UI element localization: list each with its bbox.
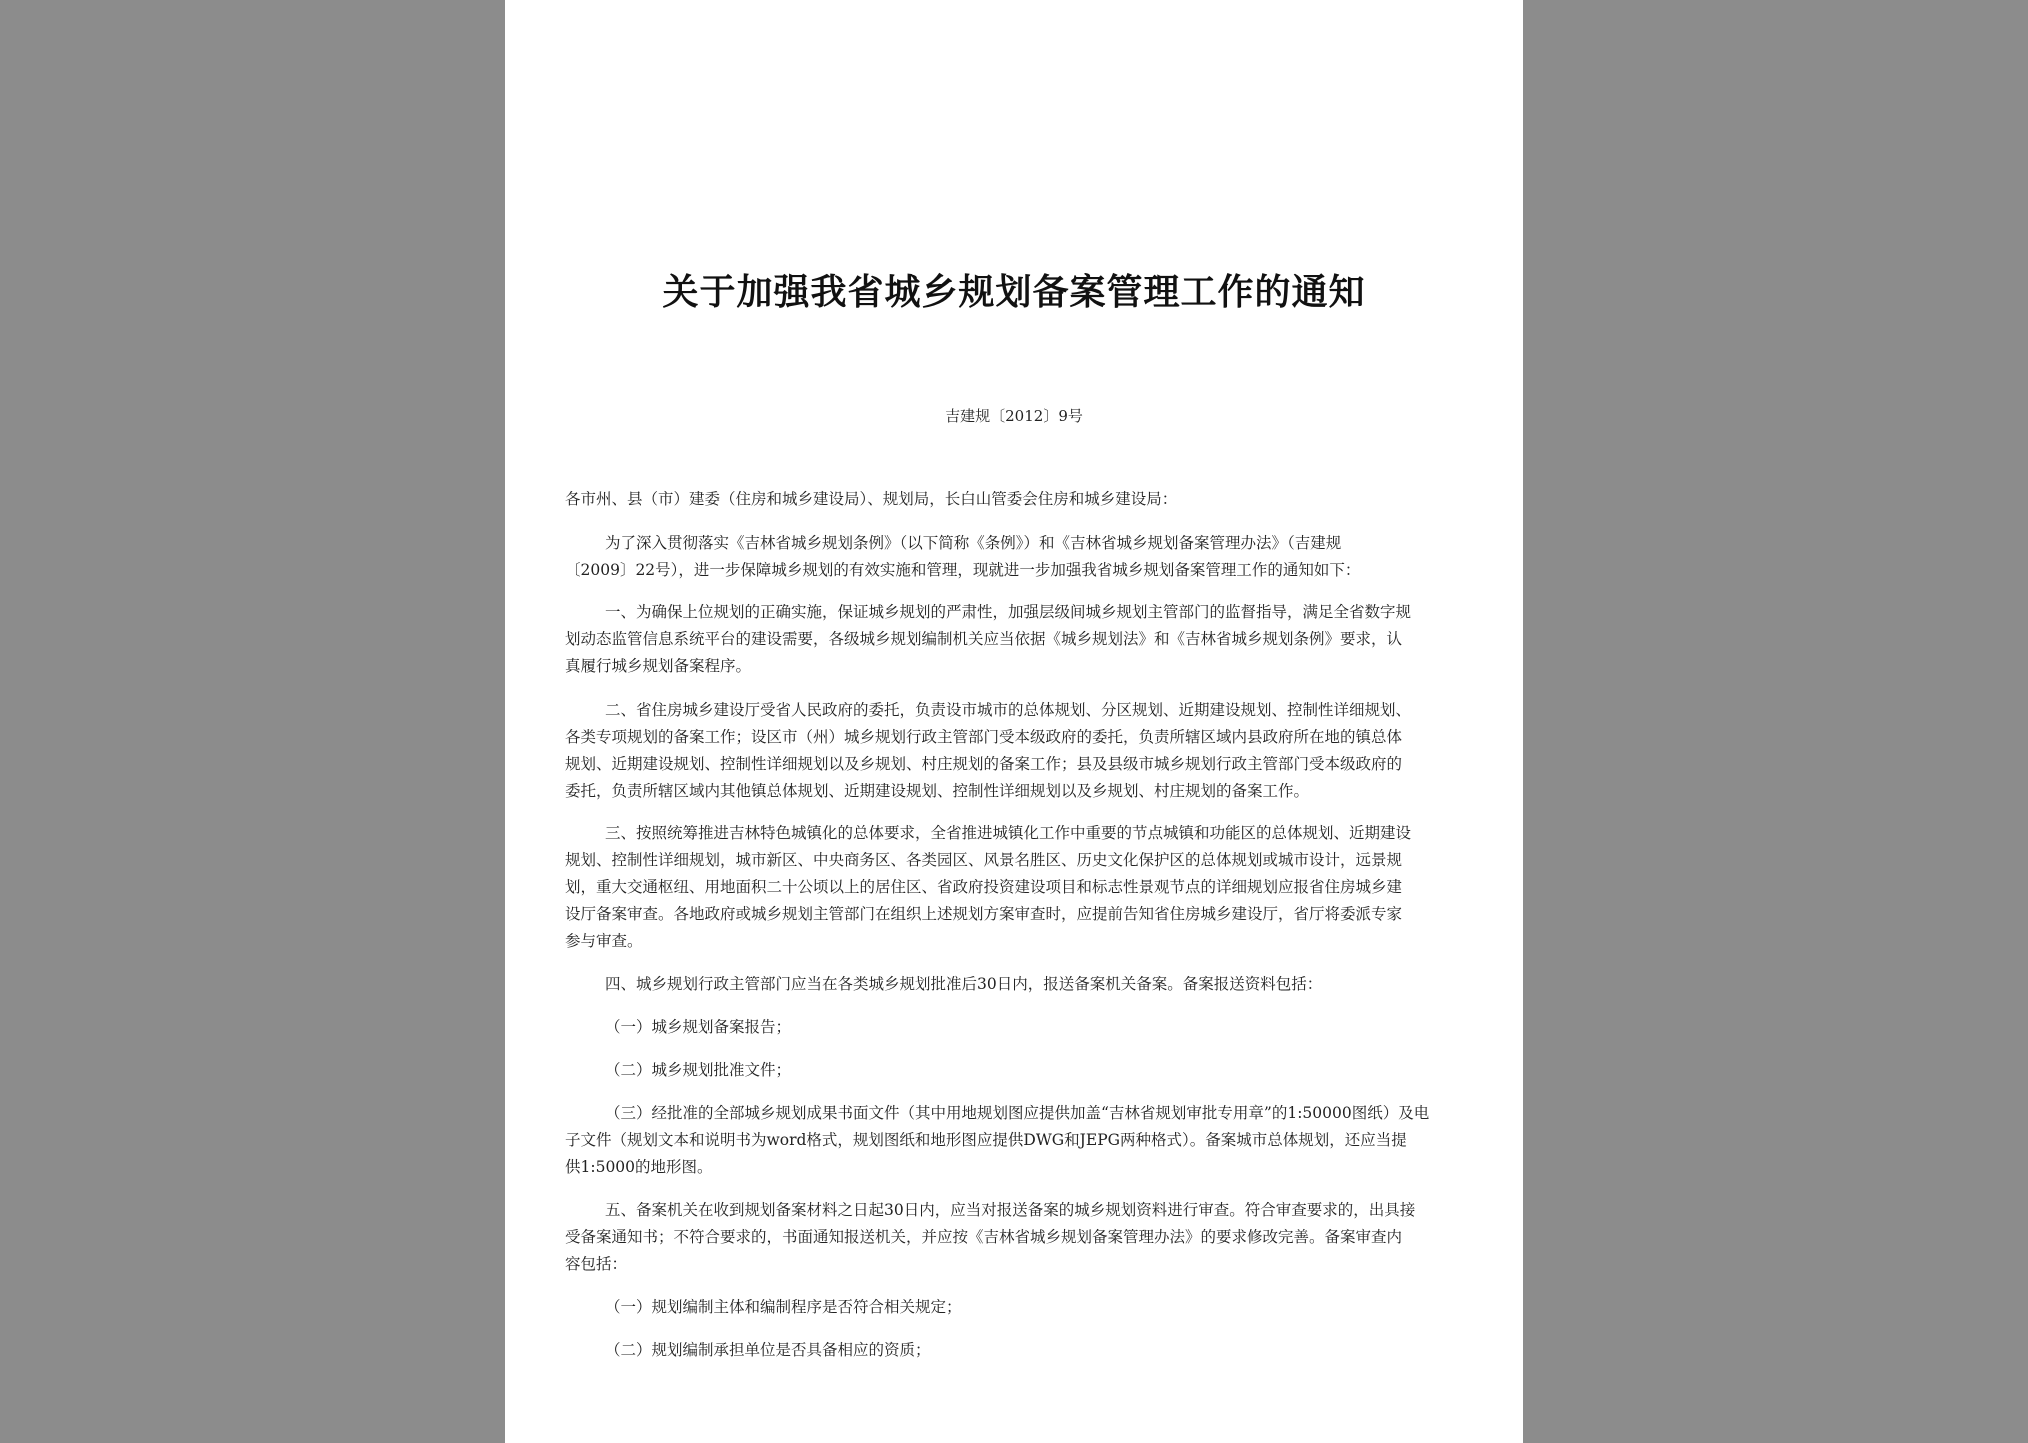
body-line: 容包括： <box>565 1255 628 1273</box>
body-line: 参与审查。 <box>565 932 643 950</box>
body-line: 划，重大交通枢纽、用地面积二十公顷以上的居住区、省政府投资建设项目和标志性景观节点的详细规划应报省住房城乡建 <box>565 878 1403 896</box>
body-line: 受备案通知书；不符合要求的，书面通知报送机关，并应按《吉林省城乡规划备案管理办法》的要求修改完善。备案审查内 <box>565 1228 1403 1246</box>
body-line: 设厅备案审查。各地政府或城乡规划主管部门在组织上述规划方案审查时，应提前告知省住房城乡建设厅，省厅将委派专家 <box>565 905 1403 923</box>
document-title: 关于加强我省城乡规划备案管理工作的通知 <box>662 271 1366 313</box>
addressee-line: 各市州、县（市）建委（住房和城乡建设局）、规划局，长白山管委会住房和城乡建设局： <box>565 490 1178 508</box>
body-line: 供1:5000的地形图。 <box>565 1158 713 1176</box>
body-line: 为了深入贯彻落实《吉林省城乡规划条例》（以下简称《条例》）和《吉林省城乡规划备案管理办法》（吉建规 <box>605 534 1342 552</box>
body-line: 规划、近期建设规划、控制性详细规划以及乡规划、村庄规划的备案工作；县及县级市城乡规划行政主管部门受本级政府的 <box>565 755 1403 773</box>
body-line: 划动态监管信息系统平台的建设需要，各级城乡规划编制机关应当依据《城乡规划法》和《吉林省城乡规划条例》要求，认 <box>565 630 1403 648</box>
list-item: （二）规划编制承担单位是否具备相应的资质； <box>605 1341 931 1359</box>
body-line: 五、备案机关在收到规划备案材料之日起30日内，应当对报送备案的城乡规划资料进行审查。符合审查要求的，出具接 <box>605 1201 1416 1219</box>
body-line: 一、为确保上位规划的正确实施，保证城乡规划的严肃性，加强层级间城乡规划主管部门的监督指导，满足全省数字规 <box>605 603 1412 621</box>
document-page <box>505 0 1523 1443</box>
body-line: 四、城乡规划行政主管部门应当在各类城乡规划批准后30日内，报送备案机关备案。备案报送资料包括： <box>605 975 1323 993</box>
list-item: （一）规划编制主体和编制程序是否符合相关规定； <box>605 1298 962 1316</box>
body-line: 三、按照统筹推进吉林特色城镇化的总体要求，全省推进城镇化工作中重要的节点城镇和功能区的总体规划、近期建设 <box>605 824 1412 842</box>
body-line: 子文件（规划文本和说明书为word格式，规划图纸和地形图应提供DWG和JEPG两种格式）。备案城市总体规划，还应当提 <box>565 1131 1407 1149</box>
body-line: 各类专项规划的备案工作；设区市（州）城乡规划行政主管部门受本级政府的委托，负责所辖区域内县政府所在地的镇总体 <box>565 728 1403 746</box>
list-item: （三）经批准的全部城乡规划成果书面文件（其中用地规划图应提供加盖“吉林省规划审批专用章”的1:50000图纸）及电 <box>605 1104 1430 1122</box>
body-line: 〔2009〕22号），进一步保障城乡规划的有效实施和管理，现就进一步加强我省城乡规划备案管理工作的通知如下： <box>565 561 1361 579</box>
list-item: （二）城乡规划批准文件； <box>605 1061 792 1079</box>
body-line: 委托，负责所辖区域内其他镇总体规划、近期建设规划、控制性详细规划以及乡规划、村庄规划的备案工作。 <box>565 782 1310 800</box>
list-item: （一）城乡规划备案报告； <box>605 1018 792 1036</box>
body-line: 二、省住房城乡建设厅受省人民政府的委托，负责设市城市的总体规划、分区规划、近期建设规划、控制性详细规划、 <box>605 701 1412 719</box>
document-number: 吉建规〔2012〕9号 <box>945 407 1083 425</box>
body-line: 真履行城乡规划备案程序。 <box>565 657 752 675</box>
body-line: 规划、控制性详细规划，城市新区、中央商务区、各类园区、风景名胜区、历史文化保护区的总体规划或城市设计，远景规 <box>565 851 1403 869</box>
